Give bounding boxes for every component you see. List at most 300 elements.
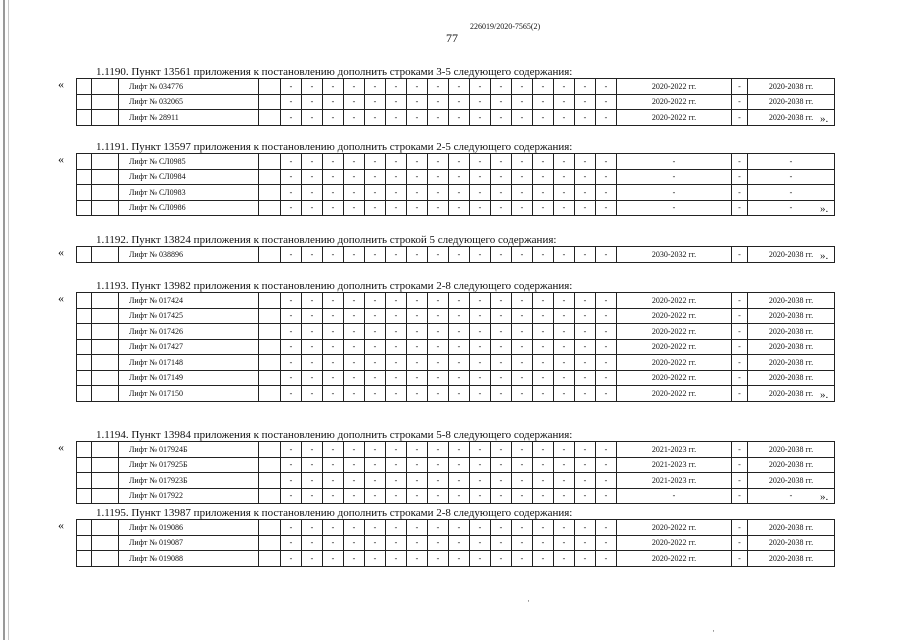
dash-cell: - <box>470 339 491 355</box>
dash-cell: - <box>596 442 617 458</box>
dash-cell: - <box>281 324 302 340</box>
dash-cell: - <box>407 488 428 504</box>
dash-cell: - <box>449 200 470 216</box>
opening-quote: « <box>58 291 64 305</box>
dash-cell: - <box>428 520 449 536</box>
dash-cell: - <box>323 339 344 355</box>
dash-cell: - <box>554 339 575 355</box>
dash-cell: - <box>323 473 344 489</box>
elevator-name-cell: Лифт № 017427 <box>119 339 259 355</box>
scan-speck: · <box>712 626 715 636</box>
left-binding-edge <box>3 0 5 640</box>
dash-cell: - <box>512 110 533 126</box>
dash-cell: - <box>365 79 386 95</box>
dash-cell: - <box>491 200 512 216</box>
empty-cell <box>259 386 281 402</box>
separator-cell: - <box>732 169 748 185</box>
dash-cell: - <box>596 339 617 355</box>
period-cell: 2020-2022 гг. <box>617 520 732 536</box>
dash-cell: - <box>407 535 428 551</box>
separator-cell: - <box>732 488 748 504</box>
period-cell: 2020-2038 гг. <box>748 370 835 386</box>
period-cell: - <box>617 185 732 201</box>
dash-cell: - <box>533 94 554 110</box>
elevator-name-cell: Лифт № СЛ0985 <box>119 154 259 170</box>
dash-cell: - <box>512 355 533 371</box>
dash-cell: - <box>491 185 512 201</box>
table-row <box>77 457 835 473</box>
dash-cell: - <box>596 551 617 567</box>
period-cell: 2020-2038 гг. <box>748 457 835 473</box>
dash-cell: - <box>491 535 512 551</box>
dash-cell: - <box>344 154 365 170</box>
closing-quote: ». <box>820 249 829 262</box>
dash-cell: - <box>512 247 533 263</box>
dash-cell: - <box>533 370 554 386</box>
dash-cell: - <box>470 169 491 185</box>
section-heading: 1.1193. Пункт 13982 приложения к постановлению дополнить строками 2-8 следующего содержания: <box>96 280 573 292</box>
dash-cell: - <box>365 535 386 551</box>
dash-cell: - <box>533 169 554 185</box>
empty-cell <box>77 386 92 402</box>
elevator-name-cell: Лифт № 019086 <box>119 520 259 536</box>
dash-cell: - <box>470 370 491 386</box>
dash-cell: - <box>428 110 449 126</box>
dash-cell: - <box>596 488 617 504</box>
period-cell: - <box>617 169 732 185</box>
dash-cell: - <box>491 488 512 504</box>
dash-cell: - <box>554 473 575 489</box>
empty-cell <box>77 154 92 170</box>
empty-cell <box>92 154 119 170</box>
dash-cell: - <box>365 154 386 170</box>
dash-cell: - <box>449 535 470 551</box>
dash-cell: - <box>533 355 554 371</box>
closing-quote: ». <box>820 203 829 215</box>
separator-cell: - <box>732 520 748 536</box>
elevator-table <box>76 78 835 126</box>
dash-cell: - <box>554 488 575 504</box>
dash-cell: - <box>449 386 470 402</box>
dash-cell: - <box>428 551 449 567</box>
dash-cell: - <box>323 457 344 473</box>
dash-cell: - <box>470 355 491 371</box>
dash-cell: - <box>575 110 596 126</box>
dash-cell: - <box>386 535 407 551</box>
dash-cell: - <box>449 247 470 263</box>
dash-cell: - <box>470 110 491 126</box>
dash-cell: - <box>428 154 449 170</box>
empty-cell <box>92 185 119 201</box>
empty-cell <box>92 355 119 371</box>
dash-cell: - <box>512 79 533 95</box>
table-row <box>77 293 835 309</box>
dash-cell: - <box>596 324 617 340</box>
period-cell: 2020-2038 гг. <box>748 324 835 340</box>
empty-cell <box>92 551 119 567</box>
dash-cell: - <box>281 355 302 371</box>
dash-cell: - <box>386 308 407 324</box>
dash-cell: - <box>386 386 407 402</box>
dash-cell: - <box>386 442 407 458</box>
dash-cell: - <box>302 339 323 355</box>
separator-cell: - <box>732 535 748 551</box>
empty-cell <box>259 339 281 355</box>
dash-cell: - <box>554 200 575 216</box>
dash-cell: - <box>512 535 533 551</box>
dash-cell: - <box>365 185 386 201</box>
dash-cell: - <box>302 154 323 170</box>
dash-cell: - <box>470 200 491 216</box>
empty-cell <box>92 94 119 110</box>
dash-cell: - <box>428 293 449 309</box>
dash-cell: - <box>449 94 470 110</box>
dash-cell: - <box>407 339 428 355</box>
dash-cell: - <box>302 200 323 216</box>
empty-cell <box>259 110 281 126</box>
period-cell: 2020-2038 гг. <box>748 520 835 536</box>
elevator-name-cell: Лифт № 017924Б <box>119 442 259 458</box>
dash-cell: - <box>323 154 344 170</box>
dash-cell: - <box>554 324 575 340</box>
dash-cell: - <box>512 200 533 216</box>
dash-cell: - <box>302 293 323 309</box>
dash-cell: - <box>449 457 470 473</box>
dash-cell: - <box>323 520 344 536</box>
dash-cell: - <box>449 473 470 489</box>
dash-cell: - <box>470 308 491 324</box>
dash-cell: - <box>365 370 386 386</box>
dash-cell: - <box>554 442 575 458</box>
dash-cell: - <box>323 355 344 371</box>
dash-cell: - <box>365 293 386 309</box>
closing-quote: ». <box>820 491 829 503</box>
dash-cell: - <box>575 551 596 567</box>
dash-cell: - <box>428 79 449 95</box>
section-heading: 1.1190. Пункт 13561 приложения к постановлению дополнить строками 3-5 следующего содержания: <box>96 66 573 78</box>
dash-cell: - <box>449 324 470 340</box>
empty-cell <box>77 339 92 355</box>
empty-cell <box>77 94 92 110</box>
dash-cell: - <box>323 293 344 309</box>
elevator-name-cell: Лифт № СЛ0984 <box>119 169 259 185</box>
dash-cell: - <box>281 339 302 355</box>
dash-cell: - <box>533 339 554 355</box>
dash-cell: - <box>386 185 407 201</box>
empty-cell <box>92 535 119 551</box>
separator-cell: - <box>732 339 748 355</box>
dash-cell: - <box>281 520 302 536</box>
dash-cell: - <box>533 442 554 458</box>
period-cell: 2020-2022 гг. <box>617 94 732 110</box>
empty-cell <box>259 185 281 201</box>
dash-cell: - <box>449 154 470 170</box>
dash-cell: - <box>554 370 575 386</box>
empty-cell <box>259 169 281 185</box>
separator-cell: - <box>732 293 748 309</box>
table-row <box>77 488 835 504</box>
empty-cell <box>259 293 281 309</box>
dash-cell: - <box>575 154 596 170</box>
elevator-table <box>76 246 835 263</box>
dash-cell: - <box>554 154 575 170</box>
dash-cell: - <box>554 535 575 551</box>
dash-cell: - <box>365 324 386 340</box>
dash-cell: - <box>386 339 407 355</box>
dash-cell: - <box>302 185 323 201</box>
opening-quote: « <box>58 152 64 166</box>
dash-cell: - <box>428 457 449 473</box>
dash-cell: - <box>575 200 596 216</box>
period-cell: - <box>748 185 835 201</box>
dash-cell: - <box>512 442 533 458</box>
separator-cell: - <box>732 457 748 473</box>
separator-cell: - <box>732 442 748 458</box>
dash-cell: - <box>344 324 365 340</box>
dash-cell: - <box>449 308 470 324</box>
empty-cell <box>92 457 119 473</box>
elevator-name-cell: Лифт № 017426 <box>119 324 259 340</box>
dash-cell: - <box>575 457 596 473</box>
empty-cell <box>259 370 281 386</box>
dash-cell: - <box>596 79 617 95</box>
dash-cell: - <box>533 154 554 170</box>
dash-cell: - <box>407 154 428 170</box>
dash-cell: - <box>428 386 449 402</box>
dash-cell: - <box>407 520 428 536</box>
period-cell: - <box>748 488 835 504</box>
dash-cell: - <box>344 200 365 216</box>
dash-cell: - <box>554 308 575 324</box>
dash-cell: - <box>407 185 428 201</box>
dash-cell: - <box>407 293 428 309</box>
dash-cell: - <box>281 535 302 551</box>
dash-cell: - <box>407 442 428 458</box>
elevator-table <box>76 292 835 402</box>
separator-cell: - <box>732 386 748 402</box>
dash-cell: - <box>449 355 470 371</box>
empty-cell <box>77 473 92 489</box>
dash-cell: - <box>470 520 491 536</box>
dash-cell: - <box>302 457 323 473</box>
separator-cell: - <box>732 247 748 263</box>
empty-cell <box>92 473 119 489</box>
dash-cell: - <box>365 308 386 324</box>
elevator-name-cell: Лифт № 28911 <box>119 110 259 126</box>
dash-cell: - <box>512 293 533 309</box>
dash-cell: - <box>470 457 491 473</box>
separator-cell: - <box>732 154 748 170</box>
dash-cell: - <box>554 293 575 309</box>
section-heading: 1.1195. Пункт 13987 приложения к постановлению дополнить строками 2-8 следующего содержания: <box>96 507 573 519</box>
dash-cell: - <box>302 94 323 110</box>
dash-cell: - <box>575 185 596 201</box>
dash-cell: - <box>344 94 365 110</box>
dash-cell: - <box>386 473 407 489</box>
dash-cell: - <box>407 79 428 95</box>
empty-cell <box>77 488 92 504</box>
empty-cell <box>92 370 119 386</box>
empty-cell <box>77 169 92 185</box>
dash-cell: - <box>428 370 449 386</box>
table-row <box>77 94 835 110</box>
period-cell: 2021-2023 гг. <box>617 442 732 458</box>
dash-cell: - <box>596 370 617 386</box>
dash-cell: - <box>533 79 554 95</box>
dash-cell: - <box>470 473 491 489</box>
period-cell: 2020-2038 гг. <box>748 79 835 95</box>
dash-cell: - <box>386 169 407 185</box>
period-cell: 2020-2022 гг. <box>617 370 732 386</box>
period-cell: 2020-2038 гг. <box>748 339 835 355</box>
dash-cell: - <box>554 110 575 126</box>
dash-cell: - <box>281 154 302 170</box>
dash-cell: - <box>386 247 407 263</box>
dash-cell: - <box>344 535 365 551</box>
period-cell: - <box>748 154 835 170</box>
table-row <box>77 308 835 324</box>
period-cell: 2020-2022 гг. <box>617 386 732 402</box>
dash-cell: - <box>344 79 365 95</box>
opening-quote: « <box>58 77 64 91</box>
empty-cell <box>77 185 92 201</box>
dash-cell: - <box>386 355 407 371</box>
table-row <box>77 339 835 355</box>
dash-cell: - <box>365 442 386 458</box>
separator-cell: - <box>732 473 748 489</box>
dash-cell: - <box>554 551 575 567</box>
dash-cell: - <box>554 457 575 473</box>
dash-cell: - <box>386 200 407 216</box>
dash-cell: - <box>407 94 428 110</box>
empty-cell <box>259 308 281 324</box>
empty-cell <box>92 79 119 95</box>
opening-quote: « <box>58 518 64 532</box>
dash-cell: - <box>344 488 365 504</box>
dash-cell: - <box>449 79 470 95</box>
dash-cell: - <box>281 110 302 126</box>
dash-cell: - <box>491 370 512 386</box>
dash-cell: - <box>533 185 554 201</box>
dash-cell: - <box>365 339 386 355</box>
empty-cell <box>259 473 281 489</box>
dash-cell: - <box>302 488 323 504</box>
empty-cell <box>77 520 92 536</box>
dash-cell: - <box>575 247 596 263</box>
dash-cell: - <box>491 339 512 355</box>
elevator-table <box>76 153 835 216</box>
separator-cell: - <box>732 200 748 216</box>
dash-cell: - <box>344 370 365 386</box>
section-heading: 1.1191. Пункт 13597 приложения к постановлению дополнить строками 2-5 следующего содержания: <box>96 141 573 153</box>
dash-cell: - <box>575 308 596 324</box>
empty-cell <box>259 535 281 551</box>
period-cell: 2020-2022 гг. <box>617 308 732 324</box>
dash-cell: - <box>428 442 449 458</box>
dash-cell: - <box>554 386 575 402</box>
dash-cell: - <box>344 339 365 355</box>
dash-cell: - <box>428 308 449 324</box>
period-cell: 2020-2022 гг. <box>617 293 732 309</box>
dash-cell: - <box>512 324 533 340</box>
dash-cell: - <box>302 247 323 263</box>
period-cell: - <box>617 200 732 216</box>
empty-cell <box>259 520 281 536</box>
period-cell: - <box>748 169 835 185</box>
period-cell: 2020-2038 гг. <box>748 94 835 110</box>
dash-cell: - <box>344 247 365 263</box>
dash-cell: - <box>512 473 533 489</box>
period-cell: 2020-2022 гг. <box>617 551 732 567</box>
period-cell: 2020-2022 гг. <box>617 324 732 340</box>
dash-cell: - <box>491 324 512 340</box>
dash-cell: - <box>596 386 617 402</box>
empty-cell <box>259 457 281 473</box>
dash-cell: - <box>470 293 491 309</box>
dash-cell: - <box>470 535 491 551</box>
empty-cell <box>92 200 119 216</box>
elevator-name-cell: Лифт № 038896 <box>119 247 259 263</box>
empty-cell <box>77 247 92 263</box>
dash-cell: - <box>449 293 470 309</box>
separator-cell: - <box>732 551 748 567</box>
dash-cell: - <box>302 355 323 371</box>
dash-cell: - <box>302 370 323 386</box>
dash-cell: - <box>449 339 470 355</box>
dash-cell: - <box>596 94 617 110</box>
dash-cell: - <box>512 308 533 324</box>
dash-cell: - <box>365 520 386 536</box>
separator-cell: - <box>732 355 748 371</box>
dash-cell: - <box>596 154 617 170</box>
table-row <box>77 247 835 263</box>
dash-cell: - <box>302 169 323 185</box>
dash-cell: - <box>428 324 449 340</box>
elevator-name-cell: Лифт № 017425 <box>119 308 259 324</box>
dash-cell: - <box>386 110 407 126</box>
dash-cell: - <box>365 473 386 489</box>
dash-cell: - <box>533 457 554 473</box>
dash-cell: - <box>428 488 449 504</box>
period-cell: 2020-2038 гг. <box>748 293 835 309</box>
dash-cell: - <box>323 247 344 263</box>
elevator-name-cell: Лифт № СЛ0986 <box>119 200 259 216</box>
dash-cell: - <box>491 457 512 473</box>
dash-cell: - <box>407 551 428 567</box>
dash-cell: - <box>533 200 554 216</box>
elevator-table <box>76 441 835 504</box>
dash-cell: - <box>470 247 491 263</box>
period-cell: - <box>748 200 835 216</box>
dash-cell: - <box>512 154 533 170</box>
empty-cell <box>92 324 119 340</box>
dash-cell: - <box>596 457 617 473</box>
table-row <box>77 551 835 567</box>
dash-cell: - <box>323 79 344 95</box>
empty-cell <box>92 520 119 536</box>
period-cell: 2020-2038 гг. <box>748 442 835 458</box>
dash-cell: - <box>302 551 323 567</box>
period-cell: - <box>617 488 732 504</box>
dash-cell: - <box>533 324 554 340</box>
dash-cell: - <box>344 110 365 126</box>
dash-cell: - <box>302 386 323 402</box>
period-cell: 2020-2022 гг. <box>617 110 732 126</box>
table-row <box>77 110 835 126</box>
table-row <box>77 386 835 402</box>
dash-cell: - <box>470 94 491 110</box>
dash-cell: - <box>281 293 302 309</box>
